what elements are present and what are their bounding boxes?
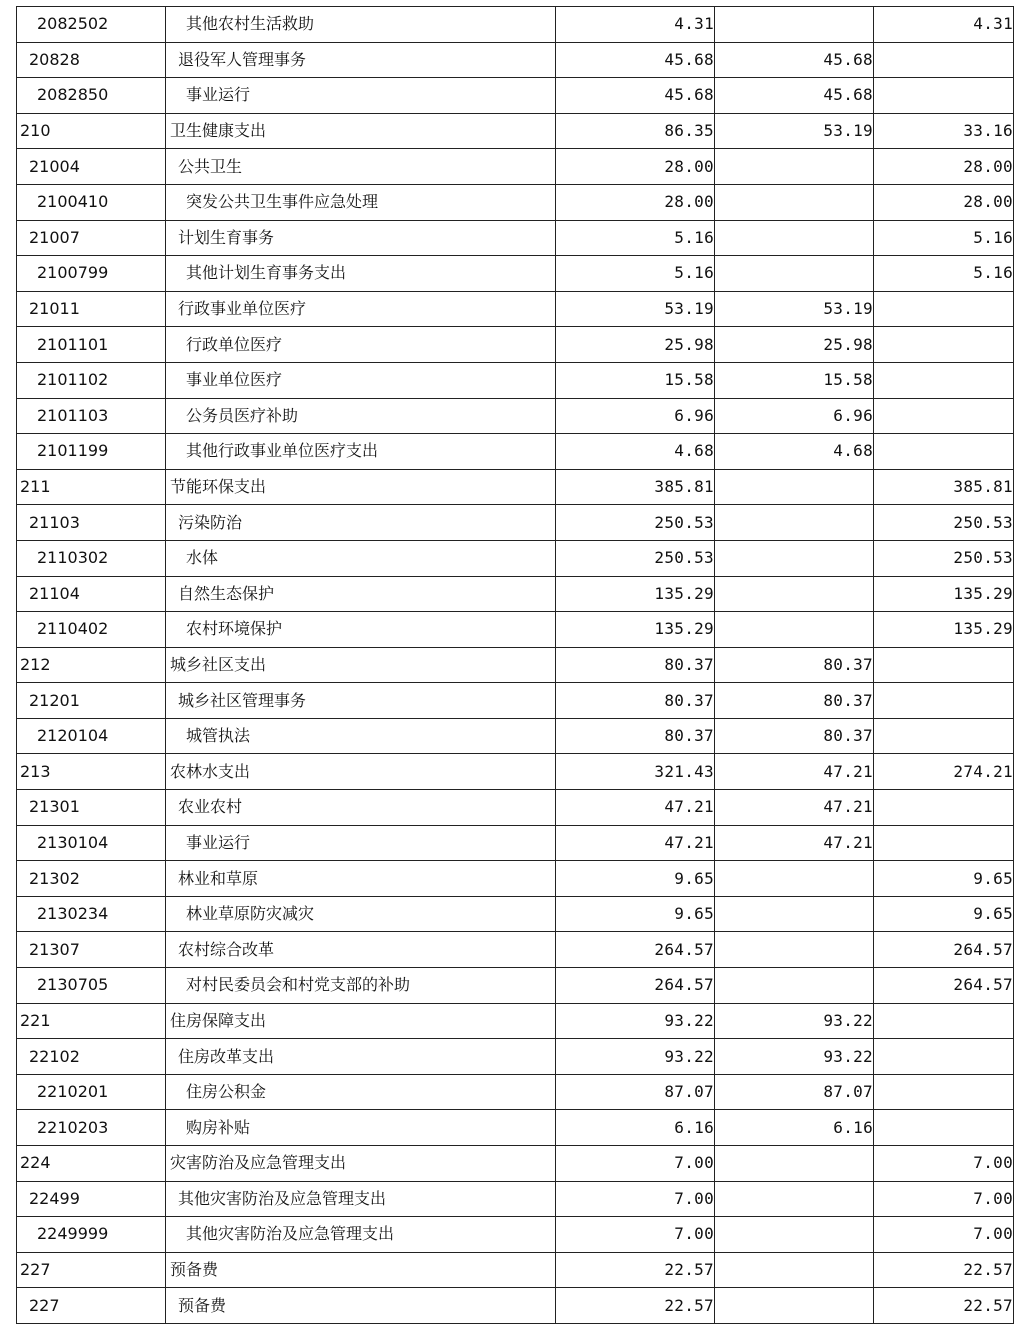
project-expenditure-cell: 135.29 <box>874 576 1014 612</box>
subject-code: 2210201 <box>37 1082 109 1102</box>
total-amount-cell: 86.35 <box>556 113 715 149</box>
subject-code: 224 <box>20 1153 51 1173</box>
project-expenditure-cell: 264.57 <box>874 968 1014 1004</box>
budget-expenditure-table <box>16 6 1014 1324</box>
total-amount-cell: 135.29 <box>556 612 715 648</box>
subject-code: 2110302 <box>37 548 109 568</box>
basic-expenditure-cell: 87.07 <box>715 1074 874 1110</box>
total-amount-cell: 7.00 <box>556 1217 715 1253</box>
project-expenditure-cell <box>874 683 1014 719</box>
total-amount-cell: 80.37 <box>556 718 715 754</box>
code-cell <box>17 1181 166 1217</box>
basic-expenditure-cell <box>715 220 874 256</box>
project-expenditure-cell <box>874 291 1014 327</box>
name-cell <box>166 647 556 683</box>
table-row <box>17 861 1014 897</box>
subject-code: 227 <box>20 1260 51 1280</box>
project-expenditure-cell <box>874 718 1014 754</box>
table-row <box>17 149 1014 185</box>
name-cell <box>166 362 556 398</box>
subject-code: 21004 <box>29 156 80 176</box>
subject-code: 21007 <box>29 227 80 247</box>
subject-code: 20828 <box>29 49 80 69</box>
subject-name: 其他行政事业单位医疗支出 <box>186 441 379 461</box>
code-cell <box>17 718 166 754</box>
project-expenditure-cell: 4.31 <box>874 7 1014 43</box>
name-cell <box>166 718 556 754</box>
name-cell <box>166 78 556 114</box>
name-cell <box>166 1217 556 1253</box>
name-cell <box>166 1003 556 1039</box>
subject-name: 对村民委员会和村党支部的补助 <box>186 975 411 995</box>
code-cell <box>17 1110 166 1146</box>
code-cell <box>17 1288 166 1324</box>
name-cell <box>166 327 556 363</box>
table-row <box>17 220 1014 256</box>
basic-expenditure-cell: 45.68 <box>715 78 874 114</box>
project-expenditure-cell: 22.57 <box>874 1288 1014 1324</box>
project-expenditure-cell <box>874 327 1014 363</box>
code-cell <box>17 7 166 43</box>
name-cell <box>166 505 556 541</box>
project-expenditure-cell <box>874 1110 1014 1146</box>
basic-expenditure-cell <box>715 968 874 1004</box>
subject-name: 计划生育事务 <box>178 227 275 247</box>
name-cell <box>166 683 556 719</box>
total-amount-cell: 47.21 <box>556 790 715 826</box>
basic-expenditure-cell <box>715 1217 874 1253</box>
code-cell <box>17 612 166 648</box>
total-amount-cell: 93.22 <box>556 1039 715 1075</box>
table-row <box>17 825 1014 861</box>
total-amount-cell: 250.53 <box>556 540 715 576</box>
code-cell <box>17 540 166 576</box>
table-row <box>17 184 1014 220</box>
subject-code: 2082850 <box>37 85 109 105</box>
project-expenditure-cell: 9.65 <box>874 861 1014 897</box>
name-cell <box>166 149 556 185</box>
project-expenditure-cell: 28.00 <box>874 149 1014 185</box>
total-amount-cell: 28.00 <box>556 184 715 220</box>
total-amount-cell: 135.29 <box>556 576 715 612</box>
total-amount-cell: 5.16 <box>556 220 715 256</box>
total-amount-cell: 7.00 <box>556 1146 715 1182</box>
table-row <box>17 790 1014 826</box>
total-amount-cell: 45.68 <box>556 42 715 78</box>
basic-expenditure-cell <box>715 469 874 505</box>
basic-expenditure-cell: 6.16 <box>715 1110 874 1146</box>
code-cell <box>17 1003 166 1039</box>
table-row <box>17 327 1014 363</box>
project-expenditure-cell <box>874 790 1014 826</box>
table-row <box>17 1288 1014 1324</box>
project-expenditure-cell: 250.53 <box>874 540 1014 576</box>
table-row <box>17 683 1014 719</box>
basic-expenditure-cell <box>715 1181 874 1217</box>
basic-expenditure-cell <box>715 1288 874 1324</box>
code-cell <box>17 505 166 541</box>
subject-name: 农村综合改革 <box>178 939 275 959</box>
code-cell <box>17 896 166 932</box>
code-cell <box>17 327 166 363</box>
basic-expenditure-cell: 45.68 <box>715 42 874 78</box>
code-cell <box>17 113 166 149</box>
name-cell <box>166 968 556 1004</box>
subject-name: 预备费 <box>170 1260 219 1280</box>
subject-code: 2100410 <box>37 192 109 212</box>
project-expenditure-cell <box>874 1039 1014 1075</box>
project-expenditure-cell: 385.81 <box>874 469 1014 505</box>
table-row <box>17 647 1014 683</box>
basic-expenditure-cell: 15.58 <box>715 362 874 398</box>
table-row <box>17 291 1014 327</box>
basic-expenditure-cell: 93.22 <box>715 1039 874 1075</box>
subject-code: 21307 <box>29 939 80 959</box>
project-expenditure-cell <box>874 42 1014 78</box>
code-cell <box>17 291 166 327</box>
table-row <box>17 1003 1014 1039</box>
table-row <box>17 1039 1014 1075</box>
name-cell <box>166 184 556 220</box>
subject-name: 购房补贴 <box>186 1117 251 1137</box>
code-cell <box>17 256 166 292</box>
name-cell <box>166 220 556 256</box>
project-expenditure-cell <box>874 825 1014 861</box>
basic-expenditure-cell: 53.19 <box>715 113 874 149</box>
project-expenditure-cell <box>874 78 1014 114</box>
subject-code: 2120104 <box>37 726 109 746</box>
table-row <box>17 718 1014 754</box>
table-row <box>17 1181 1014 1217</box>
total-amount-cell: 80.37 <box>556 683 715 719</box>
name-cell <box>166 113 556 149</box>
basic-expenditure-cell <box>715 1252 874 1288</box>
table-row <box>17 505 1014 541</box>
table-row <box>17 576 1014 612</box>
subject-name: 农林水支出 <box>170 761 251 781</box>
subject-name: 卫生健康支出 <box>170 121 267 141</box>
project-expenditure-cell: 7.00 <box>874 1146 1014 1182</box>
project-expenditure-cell: 33.16 <box>874 113 1014 149</box>
subject-name: 住房改革支出 <box>178 1046 275 1066</box>
code-cell <box>17 861 166 897</box>
name-cell <box>166 1110 556 1146</box>
total-amount-cell: 22.57 <box>556 1252 715 1288</box>
subject-code: 21103 <box>29 512 80 532</box>
basic-expenditure-cell <box>715 932 874 968</box>
table-row <box>17 932 1014 968</box>
code-cell <box>17 1074 166 1110</box>
name-cell <box>166 612 556 648</box>
subject-name: 城管执法 <box>186 726 251 746</box>
subject-name: 污染防治 <box>178 512 243 532</box>
subject-name: 公务员医疗补助 <box>186 405 299 425</box>
subject-name: 水体 <box>186 548 219 568</box>
subject-code: 2101102 <box>37 370 109 390</box>
total-amount-cell: 87.07 <box>556 1074 715 1110</box>
subject-name: 农业农村 <box>178 797 243 817</box>
project-expenditure-cell <box>874 434 1014 470</box>
subject-name: 其他计划生育事务支出 <box>186 263 347 283</box>
basic-expenditure-cell <box>715 612 874 648</box>
name-cell <box>166 754 556 790</box>
total-amount-cell: 4.68 <box>556 434 715 470</box>
basic-expenditure-cell: 25.98 <box>715 327 874 363</box>
name-cell <box>166 256 556 292</box>
subject-name: 其他灾害防治及应急管理支出 <box>186 1224 395 1244</box>
basic-expenditure-cell: 6.96 <box>715 398 874 434</box>
subject-code: 227 <box>29 1295 60 1315</box>
subject-code: 21302 <box>29 868 80 888</box>
subject-code: 22102 <box>29 1046 80 1066</box>
total-amount-cell: 47.21 <box>556 825 715 861</box>
project-expenditure-cell <box>874 362 1014 398</box>
subject-code: 2100799 <box>37 263 109 283</box>
table-body <box>17 7 1014 1324</box>
code-cell <box>17 1217 166 1253</box>
table-row <box>17 78 1014 114</box>
basic-expenditure-cell <box>715 149 874 185</box>
subject-name: 其他灾害防治及应急管理支出 <box>178 1188 387 1208</box>
code-cell <box>17 362 166 398</box>
subject-name: 节能环保支出 <box>170 477 267 497</box>
project-expenditure-cell: 135.29 <box>874 612 1014 648</box>
basic-expenditure-cell: 47.21 <box>715 790 874 826</box>
subject-name: 住房保障支出 <box>170 1010 267 1030</box>
name-cell <box>166 1074 556 1110</box>
table-row <box>17 1074 1014 1110</box>
basic-expenditure-cell <box>715 540 874 576</box>
table-row <box>17 7 1014 43</box>
code-cell <box>17 754 166 790</box>
subject-code: 2130234 <box>37 904 109 924</box>
name-cell <box>166 1146 556 1182</box>
subject-name: 行政事业单位医疗 <box>178 299 307 319</box>
name-cell <box>166 42 556 78</box>
subject-name: 事业单位医疗 <box>186 370 283 390</box>
name-cell <box>166 1252 556 1288</box>
subject-code: 2082502 <box>37 14 109 34</box>
total-amount-cell: 6.16 <box>556 1110 715 1146</box>
basic-expenditure-cell <box>715 505 874 541</box>
project-expenditure-cell: 7.00 <box>874 1217 1014 1253</box>
name-cell <box>166 932 556 968</box>
project-expenditure-cell: 5.16 <box>874 220 1014 256</box>
table-row <box>17 540 1014 576</box>
project-expenditure-cell: 7.00 <box>874 1181 1014 1217</box>
total-amount-cell: 80.37 <box>556 647 715 683</box>
basic-expenditure-cell <box>715 576 874 612</box>
project-expenditure-cell <box>874 398 1014 434</box>
project-expenditure-cell: 274.21 <box>874 754 1014 790</box>
project-expenditure-cell: 250.53 <box>874 505 1014 541</box>
basic-expenditure-cell <box>715 861 874 897</box>
subject-name: 行政单位医疗 <box>186 334 283 354</box>
subject-code: 2210203 <box>37 1117 109 1137</box>
total-amount-cell: 93.22 <box>556 1003 715 1039</box>
subject-name: 自然生态保护 <box>178 583 275 603</box>
subject-name: 灾害防治及应急管理支出 <box>170 1153 347 1173</box>
total-amount-cell: 9.65 <box>556 861 715 897</box>
total-amount-cell: 264.57 <box>556 968 715 1004</box>
name-cell <box>166 540 556 576</box>
subject-code: 2101199 <box>37 441 109 461</box>
table-row <box>17 1217 1014 1253</box>
name-cell <box>166 1039 556 1075</box>
subject-code: 2130705 <box>37 975 109 995</box>
total-amount-cell: 28.00 <box>556 149 715 185</box>
code-cell <box>17 42 166 78</box>
subject-name: 退役军人管理事务 <box>178 49 307 69</box>
basic-expenditure-cell: 47.21 <box>715 754 874 790</box>
basic-expenditure-cell: 4.68 <box>715 434 874 470</box>
subject-code: 2249999 <box>37 1224 109 1244</box>
subject-name: 农村环境保护 <box>186 619 283 639</box>
subject-name: 住房公积金 <box>186 1082 267 1102</box>
code-cell <box>17 825 166 861</box>
name-cell <box>166 7 556 43</box>
subject-name: 城乡社区管理事务 <box>178 690 307 710</box>
total-amount-cell: 7.00 <box>556 1181 715 1217</box>
code-cell <box>17 1252 166 1288</box>
subject-code: 22499 <box>29 1188 80 1208</box>
code-cell <box>17 469 166 505</box>
project-expenditure-cell: 22.57 <box>874 1252 1014 1288</box>
budget-table-container <box>16 6 1013 1324</box>
basic-expenditure-cell: 93.22 <box>715 1003 874 1039</box>
project-expenditure-cell <box>874 1074 1014 1110</box>
code-cell <box>17 932 166 968</box>
code-cell <box>17 790 166 826</box>
basic-expenditure-cell <box>715 896 874 932</box>
table-row <box>17 42 1014 78</box>
basic-expenditure-cell <box>715 256 874 292</box>
name-cell <box>166 291 556 327</box>
subject-code: 2101101 <box>37 334 109 354</box>
total-amount-cell: 5.16 <box>556 256 715 292</box>
table-row <box>17 896 1014 932</box>
name-cell <box>166 434 556 470</box>
subject-code: 2101103 <box>37 405 109 425</box>
total-amount-cell: 321.43 <box>556 754 715 790</box>
basic-expenditure-cell: 80.37 <box>715 647 874 683</box>
subject-name: 事业运行 <box>186 832 251 852</box>
table-row <box>17 1146 1014 1182</box>
subject-code: 21011 <box>29 299 80 319</box>
subject-name: 林业和草原 <box>178 868 259 888</box>
name-cell <box>166 1181 556 1217</box>
subject-code: 2130104 <box>37 832 109 852</box>
code-cell <box>17 1039 166 1075</box>
total-amount-cell: 9.65 <box>556 896 715 932</box>
name-cell <box>166 398 556 434</box>
subject-name: 预备费 <box>178 1295 227 1315</box>
subject-name: 公共卫生 <box>178 156 243 176</box>
subject-code: 212 <box>20 654 51 674</box>
project-expenditure-cell <box>874 647 1014 683</box>
subject-code: 21201 <box>29 690 80 710</box>
project-expenditure-cell <box>874 1003 1014 1039</box>
subject-name: 事业运行 <box>186 85 251 105</box>
code-cell <box>17 1146 166 1182</box>
total-amount-cell: 25.98 <box>556 327 715 363</box>
name-cell <box>166 896 556 932</box>
subject-name: 林业草原防灾减灾 <box>186 904 315 924</box>
name-cell <box>166 790 556 826</box>
table-row <box>17 256 1014 292</box>
code-cell <box>17 220 166 256</box>
table-row <box>17 113 1014 149</box>
subject-code: 213 <box>20 761 51 781</box>
code-cell <box>17 683 166 719</box>
table-row <box>17 1110 1014 1146</box>
subject-name: 城乡社区支出 <box>170 654 267 674</box>
name-cell <box>166 1288 556 1324</box>
basic-expenditure-cell: 47.21 <box>715 825 874 861</box>
basic-expenditure-cell <box>715 7 874 43</box>
code-cell <box>17 434 166 470</box>
basic-expenditure-cell <box>715 1146 874 1182</box>
total-amount-cell: 264.57 <box>556 932 715 968</box>
code-cell <box>17 576 166 612</box>
basic-expenditure-cell <box>715 184 874 220</box>
subject-code: 21104 <box>29 583 80 603</box>
table-row <box>17 968 1014 1004</box>
total-amount-cell: 4.31 <box>556 7 715 43</box>
total-amount-cell: 53.19 <box>556 291 715 327</box>
code-cell <box>17 78 166 114</box>
table-row <box>17 434 1014 470</box>
project-expenditure-cell: 5.16 <box>874 256 1014 292</box>
subject-code: 2110402 <box>37 619 109 639</box>
table-row <box>17 469 1014 505</box>
subject-name: 突发公共卫生事件应急处理 <box>186 192 379 212</box>
subject-name: 其他农村生活救助 <box>186 14 315 34</box>
basic-expenditure-cell: 80.37 <box>715 683 874 719</box>
subject-code: 221 <box>20 1010 51 1030</box>
total-amount-cell: 45.68 <box>556 78 715 114</box>
total-amount-cell: 250.53 <box>556 505 715 541</box>
total-amount-cell: 22.57 <box>556 1288 715 1324</box>
table-row <box>17 362 1014 398</box>
project-expenditure-cell: 264.57 <box>874 932 1014 968</box>
basic-expenditure-cell: 53.19 <box>715 291 874 327</box>
name-cell <box>166 576 556 612</box>
table-row <box>17 398 1014 434</box>
name-cell <box>166 861 556 897</box>
total-amount-cell: 6.96 <box>556 398 715 434</box>
table-row <box>17 754 1014 790</box>
code-cell <box>17 398 166 434</box>
subject-code: 210 <box>20 121 51 141</box>
name-cell <box>166 469 556 505</box>
code-cell <box>17 647 166 683</box>
code-cell <box>17 184 166 220</box>
table-row <box>17 1252 1014 1288</box>
project-expenditure-cell: 28.00 <box>874 184 1014 220</box>
subject-code: 211 <box>20 477 51 497</box>
total-amount-cell: 15.58 <box>556 362 715 398</box>
subject-code: 21301 <box>29 797 80 817</box>
total-amount-cell: 385.81 <box>556 469 715 505</box>
name-cell <box>166 825 556 861</box>
project-expenditure-cell: 9.65 <box>874 896 1014 932</box>
table-row <box>17 612 1014 648</box>
basic-expenditure-cell: 80.37 <box>715 718 874 754</box>
code-cell <box>17 149 166 185</box>
code-cell <box>17 968 166 1004</box>
